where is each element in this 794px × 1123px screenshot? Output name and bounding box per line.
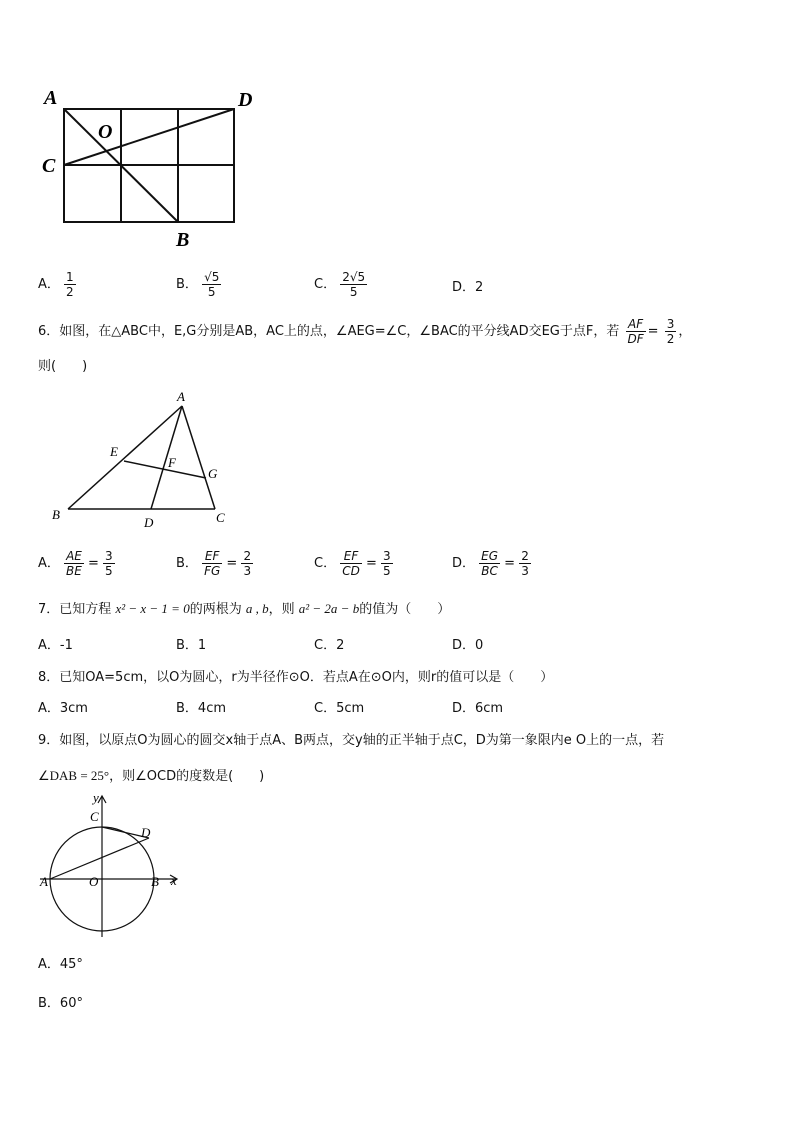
figure-triangle	[48, 388, 238, 533]
label-b: B	[176, 229, 190, 251]
label-x: x	[171, 873, 177, 888]
label-d: D	[238, 89, 253, 111]
q5-option-d[interactable]: D．2	[452, 280, 484, 295]
label-f: F	[168, 455, 176, 470]
q7-option-a[interactable]: A．-1	[38, 638, 73, 653]
option-letter: C．	[314, 277, 337, 292]
q5-option-c[interactable]	[314, 270, 367, 299]
q7-option-d[interactable]: D．0	[452, 638, 484, 653]
label-y: y	[93, 790, 99, 805]
q8-option-b[interactable]: B．4cm	[176, 701, 227, 716]
q5-option-b[interactable]	[176, 270, 221, 299]
figure-circle-axes	[36, 790, 186, 940]
side-ab	[68, 406, 182, 509]
side-ac	[182, 406, 215, 509]
q6-option-c[interactable]: C． $\frac{EF}{CD}$ = $\frac{3}{5}$	[314, 549, 391, 578]
label-c: C	[90, 809, 99, 824]
q7-option-b[interactable]: B．1	[176, 638, 207, 653]
fraction: $\frac{2√5}{5}$	[342, 270, 366, 299]
q7-stem: 7．已知方程 x² − x − 1 = 0的两根为 a , b，则 a² − 2a − b的值为（ ）	[38, 601, 451, 617]
q6-stem-line2: 则( )	[38, 359, 88, 374]
label-a: A	[40, 874, 48, 889]
q8-option-c[interactable]: C．5cm	[314, 701, 365, 716]
label-b: B	[52, 507, 60, 522]
q9-stem-line2: ∠DAB = 25°，则∠OCD的度数是( )	[38, 768, 265, 784]
label-o: O	[89, 874, 99, 889]
label-c: C	[216, 510, 225, 525]
q6-option-d[interactable]: D． $\frac{EG}{BC}$ = $\frac{2}{3}$	[452, 549, 529, 578]
label-a: A	[44, 87, 58, 109]
segment-ad	[50, 838, 149, 879]
fraction: $\frac{√5}{5}$	[204, 270, 220, 299]
label-o: O	[98, 121, 113, 143]
q6-option-b[interactable]: B． $\frac{EF}{FG}$ = $\frac{2}{3}$	[176, 549, 252, 578]
label-b: B	[151, 874, 159, 889]
q7-option-c[interactable]: C．2	[314, 638, 345, 653]
q8-option-d[interactable]: D．6cm	[452, 701, 504, 716]
q6-option-a[interactable]: A． $\frac{AE}{BE}$ = $\frac{3}{5}$	[38, 549, 113, 578]
bisector-ad	[151, 406, 182, 509]
q5-option-a[interactable]	[38, 270, 76, 299]
fraction: $\frac{1}{2}$	[66, 270, 74, 299]
q9-stem: 9．如图，以原点O为圆心的圆交x轴于点A、B两点，交y轴的正半轴于点C，D为第一象限内e O上的一点，若	[38, 733, 665, 748]
q9-option-b[interactable]: B．60°	[38, 996, 83, 1011]
q8-option-a[interactable]: A．3cm	[38, 701, 88, 716]
figure-rectangle-grid	[38, 86, 268, 256]
q9-option-a[interactable]: A．45°	[38, 957, 83, 972]
label-g: G	[208, 466, 218, 481]
label-a: A	[177, 389, 185, 404]
q6-stem: 6．如图，在△ABC中，E,G分别是AB，AC上的点，∠AEG=∠C，∠BAC的平分线AD交EG于点F，若 $\frac{AF}{DF}$ = $\frac{3}{2}$ ，	[38, 317, 692, 346]
label-e: E	[110, 444, 118, 459]
label-d: D	[144, 515, 154, 530]
label-c: C	[42, 155, 56, 177]
option-letter: B．	[176, 277, 198, 292]
segment-cd	[64, 109, 234, 165]
option-letter: A．	[38, 277, 60, 292]
q8-stem: 8．已知OA=5cm，以O为圆心，r为半径作⊙O．若点A在⊙O内，则r的值可以是（ ）	[38, 670, 554, 685]
label-d: D	[141, 825, 151, 840]
